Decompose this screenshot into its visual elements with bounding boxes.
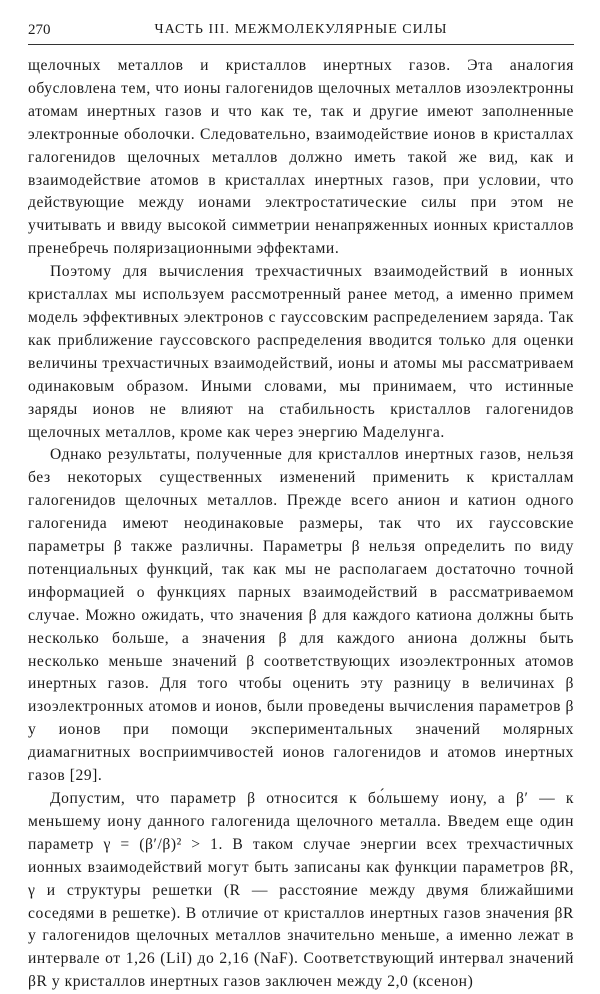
page-header: [28, 22, 574, 45]
paragraph-4: Допустим, что параметр β относится к бо́льшему иону, а β′ — к меньшему иону данного галогенида щелочного металла. Введем еще один параметр γ = (β′/β)² > 1. В таком случае энергии всех трехчастичных ионных взаимодействий могут быть записаны как функции параметров βR, γ и структуры решетки (R — расстояние между двумя ближайшими соседями в решетке). В отличие от кристаллов инертных газов значения βR у галогенидов щелочных металлов значительно меньше, а именно лежат в интервале от 1,26 (LiI) до 2,16 (NaF). Соответствующий интервал значений βR у кристаллов инертных газов заключен между 2,0 (ксенон): [28, 790, 574, 991]
page-number: 270: [28, 22, 51, 38]
paragraph-1: щелочных металлов и кристаллов инертных газов. Эта аналогия обусловлена тем, что ионы галогенидов щелочных металлов изоэлектронны атомам инертных газов и что как те, так и другие имеют заполненные электронные оболочки. Следовательно, взаимодействие ионов в кристаллах галогенидов щелочных металлов должно иметь такой же вид, как и взаимодействие атомов в кристаллах инертных газов, при условии, что действующие между ионами электростатические силы при этом не учитывать и ввиду высокой симметрии ненапряженных ионных кристаллов пренебречь поляризационными эффектами.: [28, 57, 574, 258]
body-text: [28, 55, 574, 994]
paragraph-3: Однако результаты, полученные для кристаллов инертных газов, нельзя без некоторых существенных изменений применить к кристаллам галогенидов щелочных металлов. Прежде всего анион и катион одного галогенида имеют неодинаковые размеры, так что их гауссовские параметры β также различны. Параметры β нельзя определить по виду потенциальных функций, так как мы не располагаем достаточно точной информацией о функциях парных взаимодействий в рассматриваемом случае. Можно ожидать, что значения β для каждого катиона должны быть несколько больше, а значения β для каждого аниона должны быть несколько меньше значений β соответствующих изоэлектронных атомов инертных газов. Для того чтобы оценить эту разницу в величинах β изоэлектронных атомов и ионов, были проведены вычисления параметров β у ионов при помощи экспериментальных значений молярных диамагнитных восприимчивостей ионов галогенидов и атомов инертных газов [29].: [28, 446, 574, 785]
paragraph-2: Поэтому для вычисления трехчастичных взаимодействий в ионных кристаллах мы используем рассмотренный ранее метод, а именно примем модель эффективных электронов с гауссовским распределением заряда. Так как приближение гауссовского распределения вводится только для оценки величины трехчастичных взаимодействий, ионы и атомы мы рассматриваем одинаковым образом. Иными словами, мы принимаем, что истинные заряды ионов не влияют на стабильность кристаллов галогенидов щелочных металлов, кроме как через энергию Маделунга.: [28, 263, 574, 441]
running-head: ЧАСТЬ III. МЕЖМОЛЕКУЛЯРНЫЕ СИЛЫ: [154, 22, 448, 37]
document-page: [28, 22, 574, 994]
